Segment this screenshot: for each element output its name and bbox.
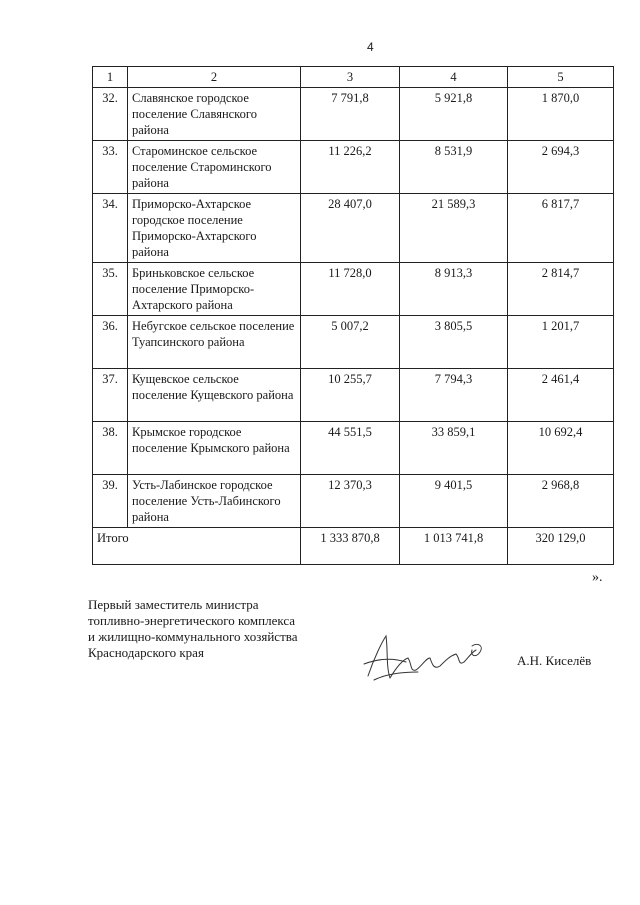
value-col3: 28 407,0 [301,194,400,263]
row-number: 37. [93,369,128,422]
value-col5: 2 461,4 [508,369,614,422]
value-col5: 6 817,7 [508,194,614,263]
column-header: 1 [93,67,128,88]
row-number: 33. [93,141,128,194]
table-row [93,263,614,316]
value-col3: 11 226,2 [301,141,400,194]
value-col3: 7 791,8 [301,88,400,141]
value-col3: 5 007,2 [301,316,400,369]
settlement-name: Славянское городское поселение Славянского района [128,88,301,141]
table-row [93,475,614,528]
settlement-name: Крымское городское поселение Крымского района [128,422,301,475]
page-number: 4 [367,40,374,54]
total-col5: 320 129,0 [508,528,614,565]
table-header-row [93,67,614,88]
row-number: 34. [93,194,128,263]
column-header: 4 [400,67,508,88]
value-col4: 8 531,9 [400,141,508,194]
value-col4: 33 859,1 [400,422,508,475]
total-col4: 1 013 741,8 [400,528,508,565]
value-col4: 9 401,5 [400,475,508,528]
value-col4: 21 589,3 [400,194,508,263]
column-header: 3 [301,67,400,88]
value-col3: 44 551,5 [301,422,400,475]
value-col3: 12 370,3 [301,475,400,528]
table-row [93,141,614,194]
value-col5: 2 694,3 [508,141,614,194]
signer-position-line: и жилищно-коммунального хозяйства [88,629,298,644]
table-row [93,194,614,263]
value-col5: 1 870,0 [508,88,614,141]
total-label: Итого [93,528,301,565]
total-col3: 1 333 870,8 [301,528,400,565]
table-row [93,88,614,141]
settlement-name: Кущевское сельское поселение Кущевского района [128,369,301,422]
value-col3: 10 255,7 [301,369,400,422]
row-number: 39. [93,475,128,528]
allocation-table [92,66,614,565]
row-number: 38. [93,422,128,475]
row-number: 35. [93,263,128,316]
column-header: 5 [508,67,614,88]
table-row [93,369,614,422]
value-col5: 2 814,7 [508,263,614,316]
value-col3: 11 728,0 [301,263,400,316]
handwritten-signature [360,628,490,686]
value-col5: 1 201,7 [508,316,614,369]
closing-quote: ». [592,570,603,585]
table-row [93,316,614,369]
column-header: 2 [128,67,301,88]
value-col5: 2 968,8 [508,475,614,528]
value-col4: 3 805,5 [400,316,508,369]
table-total-row [93,528,614,565]
settlement-name: Приморско-Ахтарское городское поселение Приморско-Ахтарского района [128,194,301,263]
value-col4: 5 921,8 [400,88,508,141]
signer-position [88,597,298,661]
settlement-name: Небугское сельское поселение Туапсинского района [128,316,301,369]
value-col4: 8 913,3 [400,263,508,316]
signer-position-line: Первый заместитель министра [88,597,259,612]
signer-position-line: топливно-энергетического комплекса [88,613,296,628]
settlement-name: Бриньковское сельское поселение Приморско-Ахтарского района [128,263,301,316]
settlement-name: Староминское сельское поселение Староминского района [128,141,301,194]
row-number: 32. [93,88,128,141]
table-row [93,422,614,475]
signer-position-line: Краснодарского края [88,645,204,660]
row-number: 36. [93,316,128,369]
signer-name: А.Н. Киселёв [517,653,592,668]
value-col4: 7 794,3 [400,369,508,422]
settlement-name: Усть-Лабинское городское поселение Усть-Лабинского района [128,475,301,528]
value-col5: 10 692,4 [508,422,614,475]
